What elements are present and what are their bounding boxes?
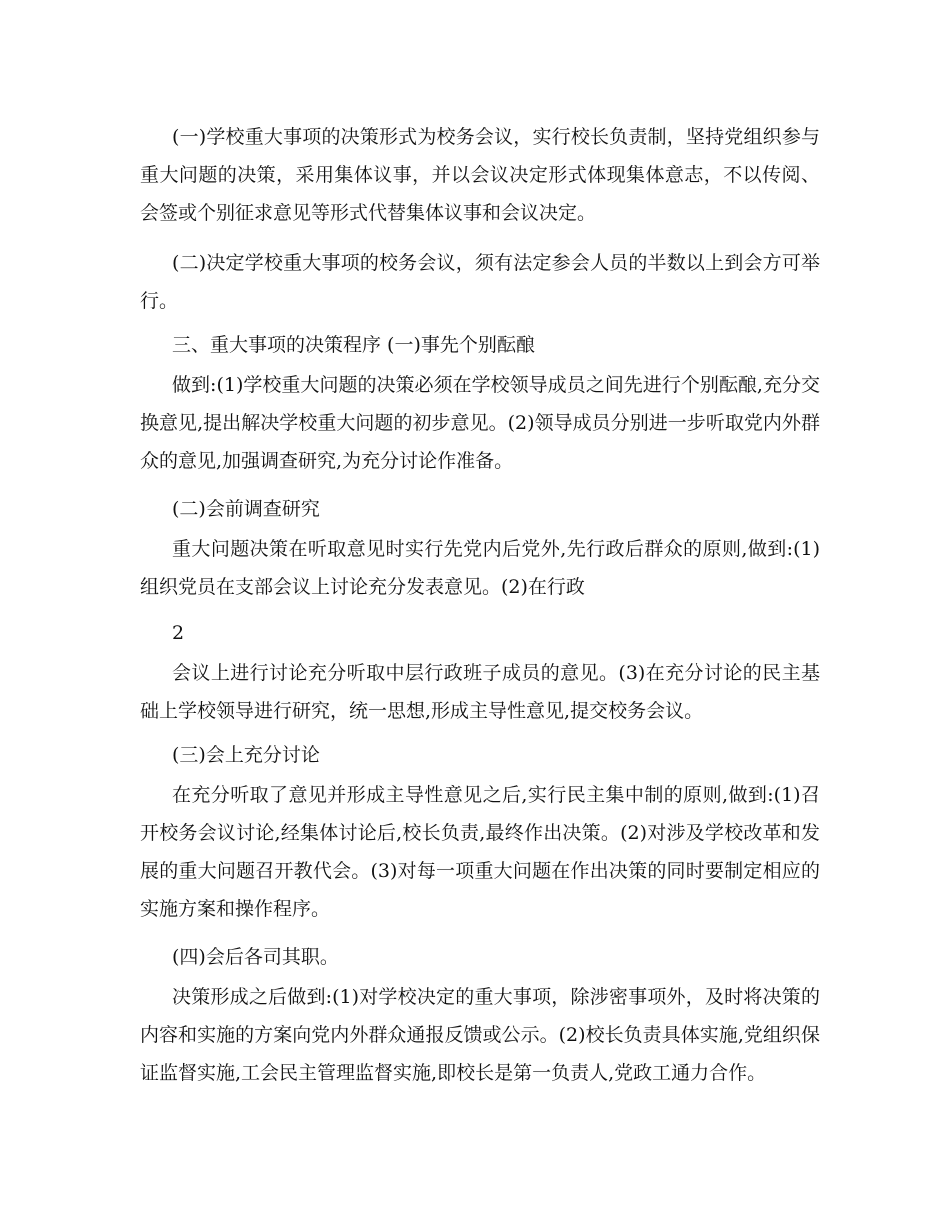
paragraph-prior-consultation: 做到:(1)学校重大问题的决策必须在学校领导成员之间先进行个别酝酿,充分交换意见,提出解决学校重大问题的初步意见。(2)领导成员分别进一步听取党内外群众的意见,加强调查研究,为充分讨论作准备。 <box>140 374 820 472</box>
subheading-full-discussion: (三)会上充分讨论 <box>172 744 320 766</box>
section-heading-procedure: 三、重大事项的决策程序 (一)事先个别酝酿 <box>172 334 535 356</box>
paragraph-meeting-discussion: 会议上进行讨论充分听取中层行政班子成员的意见。(3)在充分讨论的民主基础上学校领导进行研究，统一思想,形成主导性意见,提交校务会议。 <box>140 662 820 722</box>
subheading-post-meeting-duties: (四)会后各司其职。 <box>172 946 339 968</box>
paragraph-quorum: (二)决定学校重大事项的校务会议，须有法定参会人员的半数以上到会方可举行。 <box>140 252 820 312</box>
paragraph-decision-form: (一)学校重大事项的决策形式为校务会议，实行校长负责制，坚持党组织参与重大问题的决策，采用集体议事，并以会议决定形式体现集体意志，不以传阅、会签或个别征求意见等形式代替集体议事和会议决定。 <box>140 126 820 224</box>
page-number: 2 <box>172 622 185 644</box>
paragraph-democratic-centralism: 在充分听取了意见并形成主导性意见之后,实行民主集中制的原则,做到:(1)召开校务会议讨论,经集体讨论后,校长负责,最终作出决策。(2)对涉及学校改革和发展的重大问题召开教代会。(3)对每一项重大问题在作出决策的同时要制定相应的实施方案和操作程序。 <box>140 784 820 920</box>
subheading-pre-meeting-research: (二)会前调查研究 <box>172 498 320 520</box>
paragraph-implementation: 决策形成之后做到:(1)对学校决定的重大事项，除涉密事项外，及时将决策的内容和实施的方案向党内外群众通报反馈或公示。(2)校长负责具体实施,党组织保证监督实施,工会民主管理监督实施,即校长是第一负责人,党政工通力合作。 <box>140 986 820 1084</box>
paragraph-opinion-gathering: 重大问题决策在听取意见时实行先党内后党外,先行政后群众的原则,做到:(1)组织党员在支部会议上讨论充分发表意见。(2)在行政 <box>140 538 820 598</box>
